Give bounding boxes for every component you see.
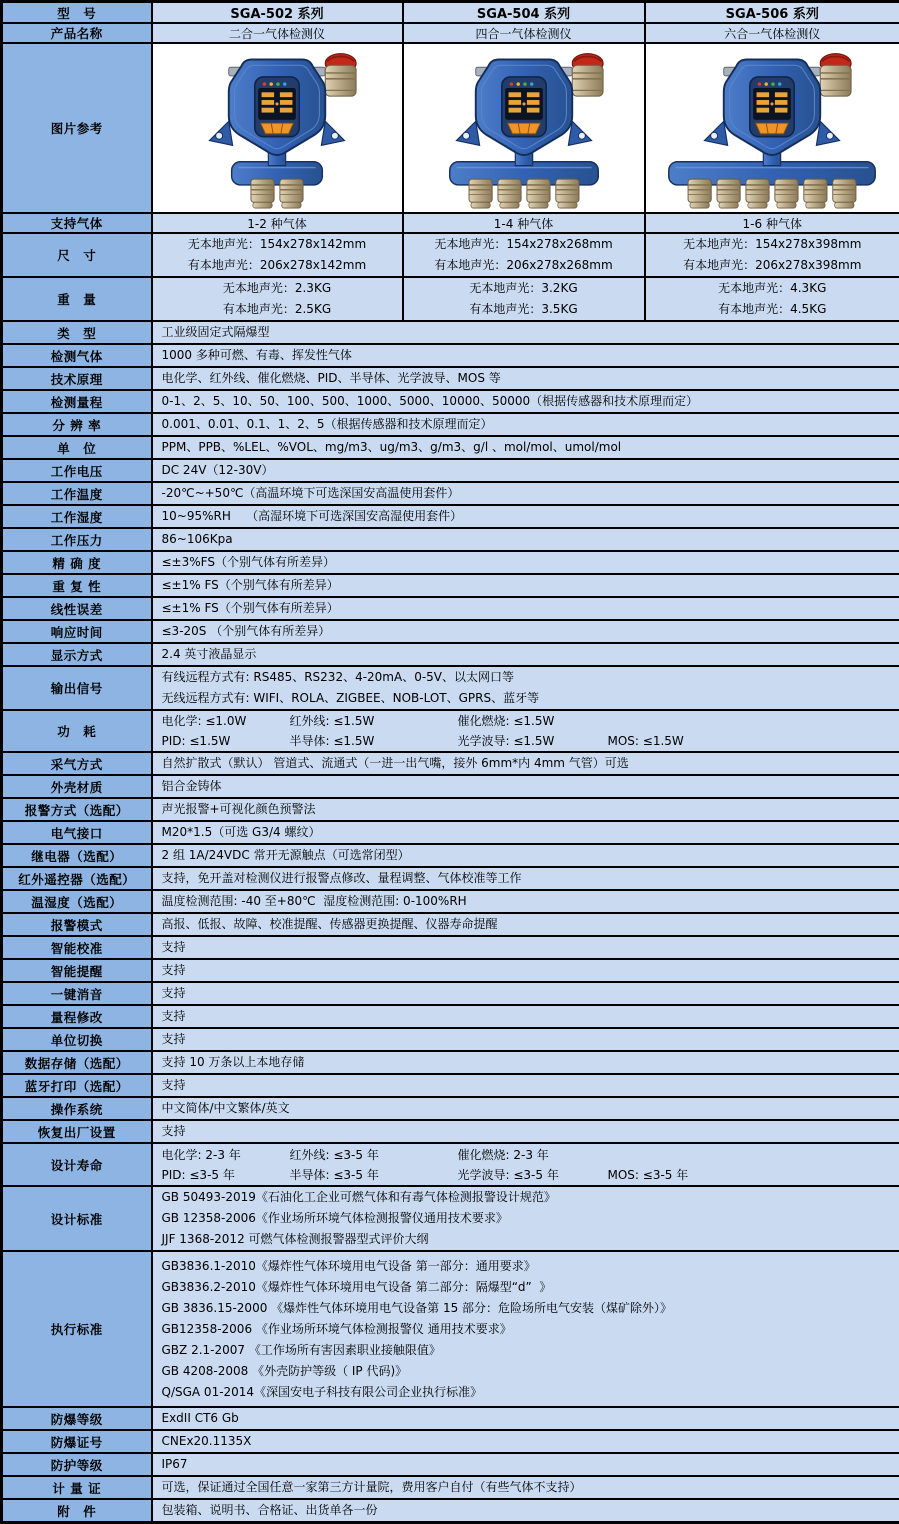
cell-product-name-0: 二合一气体检测仪 [152, 23, 403, 43]
value-segment: 半导体: ≤3-5 年 [290, 1165, 458, 1185]
row-label-housing-material: 外壳材质 [2, 775, 152, 798]
value-line: 中文简体/中文繁体/英文 [162, 1098, 894, 1119]
sensor-probe-icon [497, 179, 520, 208]
row-label-display-mode: 显示方式 [2, 643, 152, 666]
cell-ir-remote-optional [152, 867, 899, 890]
row-label-power-consumption: 功 耗 [2, 710, 152, 752]
value-line [162, 1165, 894, 1185]
row-label-type: 类 型 [2, 321, 152, 344]
sensor-probe-icon [688, 179, 711, 208]
value-line: GB 4208-2008 《外壳防护等级（ IP 代码)》 [162, 1361, 894, 1382]
value-line: 无本地声光：154x278x268mm [410, 234, 638, 255]
value-line: GB 3836.15-2000 《爆炸性气体环境用电气设备第 15 部分：危险场所电气安装（煤矿除外）》 [162, 1298, 894, 1319]
row-label-repeatability: 重 复 性 [2, 574, 152, 597]
cell-response-time [152, 620, 899, 643]
value-line: 2.4 英寸液晶显示 [162, 644, 894, 665]
sga-506-product-image [645, 43, 899, 213]
value-line: GB12358-2006 《作业场所环境气体检测报警仪 通用技术要求》 [162, 1319, 894, 1340]
value-segment: 电化学: 2-3 年 [162, 1145, 290, 1165]
value-line: GBZ 2.1-2007 《工作场所有害因素职业接触限值》 [162, 1340, 894, 1361]
cell-smart-calibration [152, 936, 899, 959]
sga-502-product-image [152, 43, 403, 213]
value-line: 有本地声光：3.5KG [410, 299, 638, 320]
value-line: 支持 [162, 1029, 894, 1050]
row-unit-switch [2, 1028, 899, 1051]
row-label-output-signal: 输出信号 [2, 666, 152, 710]
row-design-standard [2, 1186, 899, 1251]
value-line: GB 12358-2006《作业场所环境气体检测报警仪通用技术要求》 [162, 1208, 894, 1229]
row-label-design-standard: 设计标准 [2, 1186, 152, 1251]
row-one-key-mute [2, 982, 899, 1005]
cell-weight-1 [403, 277, 645, 321]
gas-detector-icon [665, 46, 879, 210]
cell-resolution [152, 413, 899, 436]
cell-explosion-proof-class [152, 1407, 899, 1430]
value-segment: 红外线: ≤3-5 年 [290, 1145, 458, 1165]
gas-detector-icon [170, 46, 384, 210]
row-unit [2, 436, 899, 459]
cell-smart-reminder [152, 959, 899, 982]
row-label-weight: 重 量 [2, 277, 152, 321]
cell-working-voltage [152, 459, 899, 482]
cell-design-life [152, 1143, 899, 1186]
value-line: 支持 [162, 960, 894, 981]
cell-product-name-1: 四合一气体检测仪 [403, 23, 645, 43]
value-line: 有本地声光：206x278x398mm [652, 255, 894, 276]
value-line: 10~95%RH （高湿环境下可选深国安高湿使用套件） [162, 506, 894, 527]
cell-alarm-modes [152, 913, 899, 936]
row-electrical-interface [2, 821, 899, 844]
cell-product-name-2: 六合一气体检测仪 [645, 23, 899, 43]
row-resolution [2, 413, 899, 436]
cell-metrology-certificate [152, 1476, 899, 1499]
row-label-working-humidity: 工作湿度 [2, 505, 152, 528]
row-label-resolution: 分 辨 率 [2, 413, 152, 436]
row-label-sampling-method: 采气方式 [2, 752, 152, 775]
row-label-electrical-interface: 电气接口 [2, 821, 152, 844]
sensor-probe-icon [469, 179, 492, 208]
row-label-smart-reminder: 智能提醒 [2, 959, 152, 982]
cell-technical-principle [152, 367, 899, 390]
row-label-range-modification: 量程修改 [2, 1005, 152, 1028]
row-design-life [2, 1143, 899, 1186]
value-line: 支持 [162, 1075, 894, 1096]
cell-power-consumption [152, 710, 899, 752]
cell-working-temperature [152, 482, 899, 505]
row-sampling-method [2, 752, 899, 775]
row-explosion-proof-cert [2, 1430, 899, 1453]
value-line: GB 50493-2019《石油化工企业可燃气体和有毒气体检测报警设计规范》 [162, 1187, 894, 1208]
value-segment: PID: ≤1.5W [162, 731, 290, 751]
cell-linearity-error [152, 597, 899, 620]
row-label-working-voltage: 工作电压 [2, 459, 152, 482]
cell-bluetooth-print-optional [152, 1074, 899, 1097]
row-execution-standard [2, 1251, 899, 1407]
value-line [162, 711, 894, 731]
sensor-probe-icon [746, 179, 769, 208]
row-detection-range [2, 390, 899, 413]
value-line: 86~106Kpa [162, 529, 894, 550]
row-product-name [2, 23, 899, 43]
row-smart-calibration [2, 936, 899, 959]
row-label-model: 型 号 [2, 2, 152, 24]
row-supported-gases [2, 213, 899, 233]
value-segment: MOS: ≤1.5W [608, 731, 894, 751]
cell-working-humidity [152, 505, 899, 528]
row-label-one-key-mute: 一键消音 [2, 982, 152, 1005]
row-label-execution-standard: 执行标准 [2, 1251, 152, 1407]
row-accuracy [2, 551, 899, 574]
detector-screen-icon [750, 77, 794, 137]
row-display-mode [2, 643, 899, 666]
row-label-accessories: 附 件 [2, 1499, 152, 1523]
value-line: ≤±1% FS（个别气体有所差异） [162, 598, 894, 619]
cell-explosion-proof-cert [152, 1430, 899, 1453]
cell-detection-range [152, 390, 899, 413]
cell-operating-system [152, 1097, 899, 1120]
value-segment: 半导体: ≤1.5W [290, 731, 458, 751]
cell-design-standard [152, 1186, 899, 1251]
sensor-probe-icon [775, 179, 798, 208]
cell-display-mode [152, 643, 899, 666]
row-repeatability [2, 574, 899, 597]
cell-repeatability [152, 574, 899, 597]
row-label-relay-optional: 继电器（选配） [2, 844, 152, 867]
value-line: 包装箱、说明书、合格证、出货单各一份 [162, 1500, 894, 1521]
sensor-probe-icon [833, 179, 856, 208]
row-label-dimensions: 尺 寸 [2, 233, 152, 277]
row-image-reference [2, 43, 899, 213]
value-line: 声光报警+可视化颜色预警法 [162, 799, 894, 820]
value-line: 支持 [162, 1006, 894, 1027]
alarm-beacon-icon [820, 54, 851, 96]
row-alarm-modes [2, 913, 899, 936]
row-housing-material [2, 775, 899, 798]
row-response-time [2, 620, 899, 643]
row-bluetooth-print-optional [2, 1074, 899, 1097]
cell-model-2: SGA-506 系列 [645, 2, 899, 24]
value-line: 有本地声光：206x278x142mm [159, 255, 396, 276]
row-label-operating-system: 操作系统 [2, 1097, 152, 1120]
value-line: ExdII CT6 Gb [162, 1408, 894, 1429]
row-alarm-method-optional [2, 798, 899, 821]
sensor-probe-icon [717, 179, 740, 208]
value-line: 高报、低报、故障、校准提醒、传感器更换提醒、仪器寿命提醒 [162, 914, 894, 935]
cell-gases-detected [152, 344, 899, 367]
value-line: 无本地声光：3.2KG [410, 278, 638, 299]
row-label-explosion-proof-class: 防爆等级 [2, 1407, 152, 1430]
cell-output-signal [152, 666, 899, 710]
cell-temp-humidity-optional [152, 890, 899, 913]
row-label-data-storage-optional: 数据存储（选配） [2, 1051, 152, 1074]
row-label-bluetooth-print-optional: 蓝牙打印（选配） [2, 1074, 152, 1097]
row-technical-principle [2, 367, 899, 390]
cell-ip-rating [152, 1453, 899, 1476]
row-working-humidity [2, 505, 899, 528]
value-line: Q/SGA 01-2014《深国安电子科技有限公司企业执行标准》 [162, 1382, 894, 1403]
cell-dimensions-0 [152, 233, 403, 277]
cell-accuracy [152, 551, 899, 574]
cell-type [152, 321, 899, 344]
row-label-product-name: 产品名称 [2, 23, 152, 43]
value-line: 铝合金铸体 [162, 776, 894, 797]
value-line: 温度检测范围: -40 至+80℃ 湿度检测范围: 0-100%RH [162, 891, 894, 912]
cell-factory-reset [152, 1120, 899, 1143]
value-line: PPM、PPB、%LEL、%VOL、mg/m3、ug/m3、g/m3、g/l 、mol/mol、umol/mol [162, 437, 894, 458]
row-label-ip-rating: 防护等级 [2, 1453, 152, 1476]
value-line: 2 组 1A/24VDC 常开无源触点（可选常闭型） [162, 845, 894, 866]
cell-one-key-mute [152, 982, 899, 1005]
row-label-unit-switch: 单位切换 [2, 1028, 152, 1051]
cell-dimensions-2 [645, 233, 899, 277]
row-ip-rating [2, 1453, 899, 1476]
alarm-beacon-icon [572, 54, 603, 96]
value-line [162, 1145, 894, 1165]
value-segment: MOS: ≤3-5 年 [608, 1165, 894, 1185]
cell-data-storage-optional [152, 1051, 899, 1074]
row-power-consumption [2, 710, 899, 752]
row-smart-reminder [2, 959, 899, 982]
value-line: 无线远程方式有: WIFI、ROLA、ZIGBEE、NOB-LOT、GPRS、蓝牙等 [162, 688, 894, 709]
row-label-explosion-proof-cert: 防爆证号 [2, 1430, 152, 1453]
row-working-voltage [2, 459, 899, 482]
value-segment: 红外线: ≤1.5W [290, 711, 458, 731]
row-model [2, 2, 899, 24]
value-line: 支持 [162, 1121, 894, 1142]
value-line: 1000 多种可燃、有毒、挥发性气体 [162, 345, 894, 366]
row-label-working-pressure: 工作压力 [2, 528, 152, 551]
value-line: 可选，保证通过全国任意一家第三方计量院，费用客户自付（有些气体不支持） [162, 1477, 894, 1498]
value-line: 有本地声光：4.5KG [652, 299, 894, 320]
value-line: JJF 1368-2012 可燃气体检测报警器型式评价大纲 [162, 1229, 894, 1250]
cell-accessories [152, 1499, 899, 1523]
value-line: 自然扩散式（默认） 管道式、流通式（一进一出气嘴，接外 6mm*内 4mm 气管）可选 [162, 753, 894, 774]
row-label-alarm-modes: 报警模式 [2, 913, 152, 936]
row-output-signal [2, 666, 899, 710]
row-label-alarm-method-optional: 报警方式（选配） [2, 798, 152, 821]
row-type [2, 321, 899, 344]
value-segment: 光学波导: ≤1.5W [458, 731, 608, 751]
value-line: 工业级固定式隔爆型 [162, 322, 894, 343]
row-explosion-proof-class [2, 1407, 899, 1430]
row-label-ir-remote-optional: 红外遥控器（选配） [2, 867, 152, 890]
cell-supported-gases-1: 1-4 种气体 [403, 213, 645, 233]
value-line: 支持 [162, 937, 894, 958]
value-line: -20℃~+50℃（高温环境下可选深国安高温使用套件） [162, 483, 894, 504]
value-line: IP67 [162, 1454, 894, 1475]
spec-table-body [2, 2, 899, 1523]
value-line: ≤±3%FS（个别气体有所差异） [162, 552, 894, 573]
row-accessories [2, 1499, 899, 1523]
row-label-linearity-error: 线性误差 [2, 597, 152, 620]
value-line: 无本地声光：154x278x142mm [159, 234, 396, 255]
cell-model-0: SGA-502 系列 [152, 2, 403, 24]
row-operating-system [2, 1097, 899, 1120]
cell-unit [152, 436, 899, 459]
value-line: 有本地声光：2.5KG [159, 299, 396, 320]
sensor-probe-icon [251, 179, 274, 208]
cell-alarm-method-optional [152, 798, 899, 821]
value-line: GB3836.2-2010《爆炸性气体环境用电气设备 第二部分：隔爆型“d” 》 [162, 1277, 894, 1298]
row-temp-humidity-optional [2, 890, 899, 913]
cell-housing-material [152, 775, 899, 798]
row-linearity-error [2, 597, 899, 620]
value-line: 有线远程方式有: RS485、RS232、4-20mA、0-5V、以太网口等 [162, 667, 894, 688]
sensor-probe-icon [555, 179, 578, 208]
cell-model-1: SGA-504 系列 [403, 2, 645, 24]
sensor-probe-icon [526, 179, 549, 208]
value-line: 支持，免开盖对检测仪进行报警点修改、量程调整、气体校准等工作 [162, 868, 894, 889]
row-working-pressure [2, 528, 899, 551]
row-label-supported-gases: 支持气体 [2, 213, 152, 233]
row-label-metrology-certificate: 计 量 证 [2, 1476, 152, 1499]
sensor-probe-icon [804, 179, 827, 208]
row-label-working-temperature: 工作温度 [2, 482, 152, 505]
row-label-image-reference: 图片参考 [2, 43, 152, 213]
row-metrology-certificate [2, 1476, 899, 1499]
row-label-smart-calibration: 智能校准 [2, 936, 152, 959]
sensor-probe-icon [280, 179, 303, 208]
row-weight [2, 277, 899, 321]
row-label-design-life: 设计寿命 [2, 1143, 152, 1186]
value-line: ≤±1% FS（个别气体有所差异） [162, 575, 894, 596]
value-segment: 催化燃烧: 2-3 年 [458, 1145, 608, 1165]
row-dimensions [2, 233, 899, 277]
value-line: 支持 10 万条以上本地存储 [162, 1052, 894, 1073]
cell-relay-optional [152, 844, 899, 867]
cell-supported-gases-0: 1-2 种气体 [152, 213, 403, 233]
row-ir-remote-optional [2, 867, 899, 890]
value-line: CNEx20.1135X [162, 1431, 894, 1452]
value-line: 有本地声光：206x278x268mm [410, 255, 638, 276]
cell-working-pressure [152, 528, 899, 551]
value-line: 0-1、2、5、10、50、100、500、1000、5000、10000、50000（根据传感器和技术原理而定） [162, 391, 894, 412]
value-line [162, 731, 894, 751]
detector-screen-icon [255, 77, 299, 137]
cell-execution-standard [152, 1251, 899, 1407]
cell-sampling-method [152, 752, 899, 775]
value-segment: 催化燃烧: ≤1.5W [458, 711, 608, 731]
cell-unit-switch [152, 1028, 899, 1051]
value-line: M20*1.5（可选 G3/4 螺纹） [162, 822, 894, 843]
row-range-modification [2, 1005, 899, 1028]
sga-504-product-image [403, 43, 645, 213]
cell-weight-2 [645, 277, 899, 321]
row-data-storage-optional [2, 1051, 899, 1074]
cell-supported-gases-2: 1-6 种气体 [645, 213, 899, 233]
row-label-accuracy: 精 确 度 [2, 551, 152, 574]
value-line: 支持 [162, 983, 894, 1004]
value-line: 无本地声光：154x278x398mm [652, 234, 894, 255]
row-gases-detected [2, 344, 899, 367]
value-line: GB3836.1-2010《爆炸性气体环境用电气设备 第一部分：通用要求》 [162, 1256, 894, 1277]
row-label-factory-reset: 恢复出厂设置 [2, 1120, 152, 1143]
value-line: ≤3-20S （个别气体有所差异） [162, 621, 894, 642]
row-label-temp-humidity-optional: 温湿度（选配） [2, 890, 152, 913]
row-label-response-time: 响应时间 [2, 620, 152, 643]
row-factory-reset [2, 1120, 899, 1143]
row-relay-optional [2, 844, 899, 867]
value-segment: 光学波导: ≤3-5 年 [458, 1165, 608, 1185]
value-line: 无本地声光：4.3KG [652, 278, 894, 299]
value-segment: PID: ≤3-5 年 [162, 1165, 290, 1185]
alarm-beacon-icon [325, 54, 356, 96]
gas-detector-icon [417, 46, 631, 210]
value-line: DC 24V（12-30V） [162, 460, 894, 481]
value-line: 电化学、红外线、催化燃烧、PID、半导体、光学波导、MOS 等 [162, 368, 894, 389]
detector-screen-icon [501, 77, 545, 137]
cell-weight-0 [152, 277, 403, 321]
cell-range-modification [152, 1005, 899, 1028]
row-label-unit: 单 位 [2, 436, 152, 459]
value-line: 无本地声光：2.3KG [159, 278, 396, 299]
cell-electrical-interface [152, 821, 899, 844]
value-segment: 电化学: ≤1.0W [162, 711, 290, 731]
cell-dimensions-1 [403, 233, 645, 277]
row-label-detection-range: 检测量程 [2, 390, 152, 413]
value-line: 0.001、0.01、0.1、1、2、5（根据传感器和技术原理而定） [162, 414, 894, 435]
row-label-technical-principle: 技术原理 [2, 367, 152, 390]
row-label-gases-detected: 检测气体 [2, 344, 152, 367]
row-working-temperature [2, 482, 899, 505]
